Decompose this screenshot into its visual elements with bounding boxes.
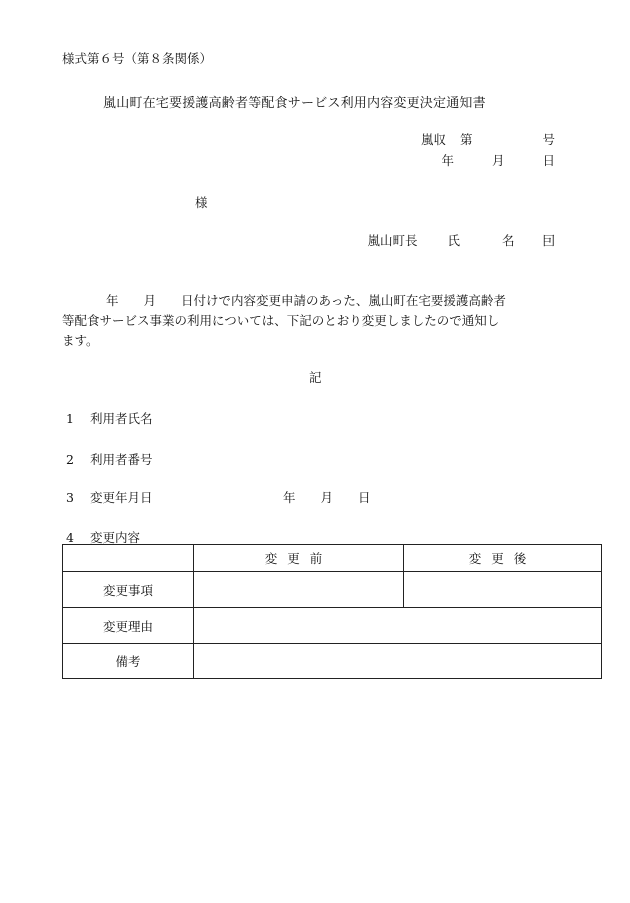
table-header-row xyxy=(63,545,602,572)
item-number: 2 xyxy=(66,452,74,467)
body-line-3: ます。 xyxy=(62,333,99,348)
header-before xyxy=(194,545,404,572)
issuer-title: 嵐山町長 xyxy=(367,233,418,248)
issuer-line xyxy=(367,231,555,249)
reference-dai: 第 xyxy=(459,132,473,147)
cell-note-value[interactable] xyxy=(194,644,602,679)
issuer-shi: 氏 xyxy=(447,233,460,248)
seal-mark: 囙 xyxy=(542,233,555,248)
reference-go: 号 xyxy=(542,132,555,147)
table-corner-cell xyxy=(63,545,194,572)
item-label: 変更内容 xyxy=(90,530,141,545)
row-label-note: 備考 xyxy=(63,644,194,679)
cell-reason-value[interactable] xyxy=(194,608,602,644)
cell-before-value[interactable] xyxy=(194,572,404,608)
date-month: 月 xyxy=(491,153,505,168)
change-date-value: 年 月 日 xyxy=(283,490,371,505)
item-user-name xyxy=(66,409,153,427)
item-number: 1 xyxy=(66,411,74,426)
table-row-change-item xyxy=(63,572,602,608)
item-label: 利用者氏名 xyxy=(90,411,153,426)
row-label-change-item: 変更事項 xyxy=(63,572,194,608)
table-row-change-reason xyxy=(63,608,602,644)
addressee-suffix: 様 xyxy=(195,195,208,210)
document-title: 嵐山町在宅要援護高齢者等配食サービス利用内容変更決定通知書 xyxy=(103,96,486,111)
form-number: 様式第６号（第８条関係） xyxy=(62,51,213,66)
item-user-number xyxy=(66,450,153,468)
date-year: 年 xyxy=(441,153,454,168)
issue-date-line xyxy=(441,151,555,169)
header-after-label: 変更後 xyxy=(468,551,537,566)
item-label: 変更年月日 xyxy=(90,490,153,505)
table-row-note xyxy=(63,644,602,679)
item-number: 4 xyxy=(66,530,74,545)
row-label-change-reason: 変更理由 xyxy=(63,608,194,644)
cell-after-value[interactable] xyxy=(404,572,602,608)
change-details-table xyxy=(62,544,602,679)
header-after xyxy=(404,545,602,572)
issuer-mei: 名 xyxy=(501,233,515,248)
reference-prefix: 嵐収 xyxy=(420,132,446,147)
notice-body xyxy=(62,291,582,351)
body-line-1: 年 月 日付けで内容変更申請のあった、嵐山町在宅要援護高齢者 xyxy=(106,293,506,308)
item-label: 利用者番号 xyxy=(90,452,153,467)
item-change-date xyxy=(66,488,153,506)
item-number: 3 xyxy=(66,490,74,505)
header-before-label: 変更前 xyxy=(264,551,333,566)
reference-number-line xyxy=(421,130,555,148)
date-day: 日 xyxy=(542,153,555,168)
ki-heading: 記 xyxy=(309,370,322,385)
body-line-2: 等配食サービス事業の利用については、下記のとおり変更しましたので通知し xyxy=(62,313,500,328)
